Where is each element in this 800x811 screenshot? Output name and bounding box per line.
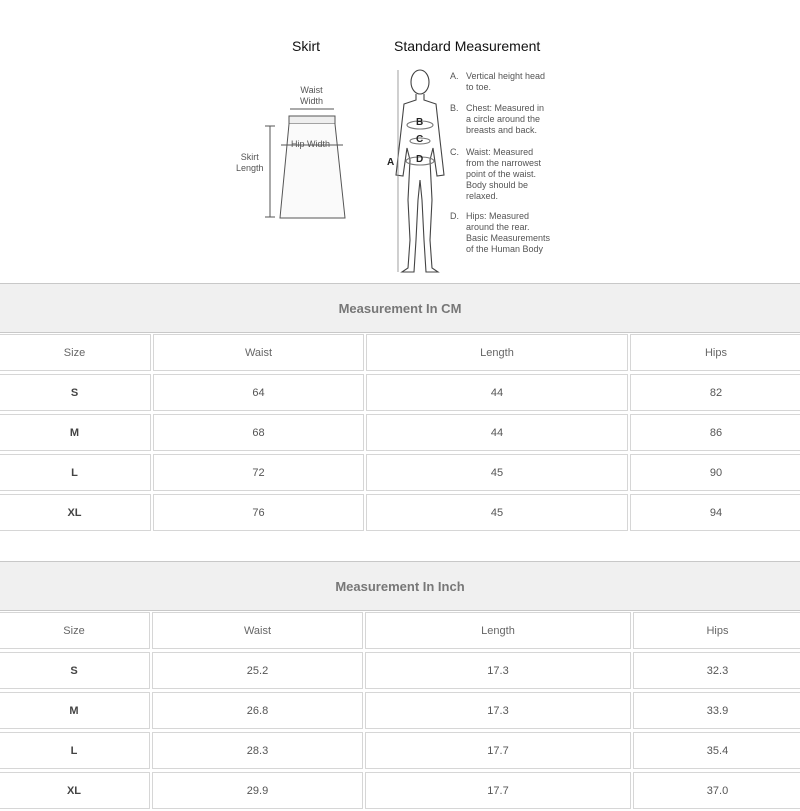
note-b-line: breasts and back. xyxy=(466,125,538,135)
table-header-row xyxy=(0,611,800,651)
skirt-length-label xyxy=(236,152,264,174)
cell-waist: 68 xyxy=(153,414,364,451)
waist-width-label xyxy=(300,85,323,107)
table-row xyxy=(0,731,800,771)
inch-table-grid xyxy=(0,611,800,811)
skirt-title: Skirt xyxy=(292,38,320,54)
cell-waist: 76 xyxy=(153,494,364,531)
skirt-diagram xyxy=(265,109,345,218)
cell-length: 17.7 xyxy=(365,732,631,769)
cell-size: M xyxy=(0,692,150,729)
table-row xyxy=(0,373,800,413)
cell-length: 45 xyxy=(366,454,628,491)
cm-table-title: Measurement In CM xyxy=(0,283,800,333)
letter-c: C xyxy=(416,134,424,145)
note-c xyxy=(450,147,542,201)
cell-waist: 64 xyxy=(153,374,364,411)
cell-waist: 28.3 xyxy=(152,732,363,769)
table-row xyxy=(0,413,800,453)
header-cell-waist: Waist xyxy=(152,612,363,649)
cell-hips: 32.3 xyxy=(633,652,800,689)
standard-measurement-title: Standard Measurement xyxy=(394,38,541,54)
note-a-line: to toe. xyxy=(466,82,492,92)
header-cell-length: Length xyxy=(366,334,628,371)
cell-length: 44 xyxy=(366,414,628,451)
note-d-line: Hips: Measured xyxy=(466,211,530,221)
header-cell-size: Size xyxy=(0,334,151,371)
table-row xyxy=(0,453,800,493)
note-c-line: Body should be xyxy=(466,180,529,190)
note-c-line: from the narrowest xyxy=(466,158,542,168)
cell-hips: 35.4 xyxy=(633,732,800,769)
cell-waist: 29.9 xyxy=(152,772,363,809)
header-cell-hips: Hips xyxy=(630,334,800,371)
cm-table xyxy=(0,283,800,533)
skirt-length-label-line2: Length xyxy=(236,163,264,173)
cell-length: 17.3 xyxy=(365,692,631,729)
note-a-key: A. xyxy=(450,71,459,81)
waist-width-label-line1: Waist xyxy=(300,85,323,95)
cell-length: 44 xyxy=(366,374,628,411)
cell-hips: 82 xyxy=(630,374,800,411)
cell-length: 17.3 xyxy=(365,652,631,689)
cell-size: XL xyxy=(0,494,151,531)
note-d xyxy=(450,211,551,254)
measurement-illustration xyxy=(0,0,800,282)
table-row xyxy=(0,651,800,691)
note-c-line: Waist: Measured xyxy=(466,147,534,157)
note-b xyxy=(450,103,545,135)
table-row xyxy=(0,771,800,811)
cell-waist: 26.8 xyxy=(152,692,363,729)
header-cell-hips: Hips xyxy=(633,612,800,649)
table-header-row xyxy=(0,333,800,373)
hip-width-label: Hip Width xyxy=(291,139,331,149)
note-a xyxy=(450,71,546,92)
cell-size: L xyxy=(0,454,151,491)
note-c-key: C. xyxy=(450,147,459,157)
note-d-line: Basic Measurements xyxy=(466,233,551,243)
table-row xyxy=(0,691,800,731)
cm-table-grid xyxy=(0,333,800,533)
cell-waist: 72 xyxy=(153,454,364,491)
cell-hips: 94 xyxy=(630,494,800,531)
letter-d: D xyxy=(416,154,424,165)
cell-length: 45 xyxy=(366,494,628,531)
cell-size: XL xyxy=(0,772,150,809)
cell-size: M xyxy=(0,414,151,451)
cell-hips: 86 xyxy=(630,414,800,451)
note-b-line: Chest: Measured in xyxy=(466,103,545,113)
header-cell-waist: Waist xyxy=(153,334,364,371)
body-figure xyxy=(396,70,444,272)
note-b-key: B. xyxy=(450,103,459,113)
header-cell-length: Length xyxy=(365,612,631,649)
letter-b: B xyxy=(416,117,424,128)
note-a-line: Vertical height head xyxy=(466,71,546,81)
note-d-line: around the rear. xyxy=(466,222,530,232)
letter-a: A xyxy=(387,157,395,168)
cell-size: S xyxy=(0,652,150,689)
note-c-line: relaxed. xyxy=(466,191,499,201)
inch-table xyxy=(0,561,800,811)
note-d-line: of the Human Body xyxy=(466,244,544,254)
cell-waist: 25.2 xyxy=(152,652,363,689)
table-row xyxy=(0,493,800,533)
note-c-line: point of the waist. xyxy=(466,169,537,179)
cell-length: 17.7 xyxy=(365,772,631,809)
note-d-key: D. xyxy=(450,211,459,221)
cell-hips: 37.0 xyxy=(633,772,800,809)
cell-size: L xyxy=(0,732,150,769)
cell-hips: 33.9 xyxy=(633,692,800,729)
header-cell-size: Size xyxy=(0,612,150,649)
waist-width-label-line2: Width xyxy=(300,96,324,106)
inch-table-title: Measurement In Inch xyxy=(0,561,800,611)
skirt-length-label-line1: Skirt xyxy=(240,152,259,162)
note-b-line: a circle around the xyxy=(466,114,541,124)
cell-size: S xyxy=(0,374,151,411)
cell-hips: 90 xyxy=(630,454,800,491)
